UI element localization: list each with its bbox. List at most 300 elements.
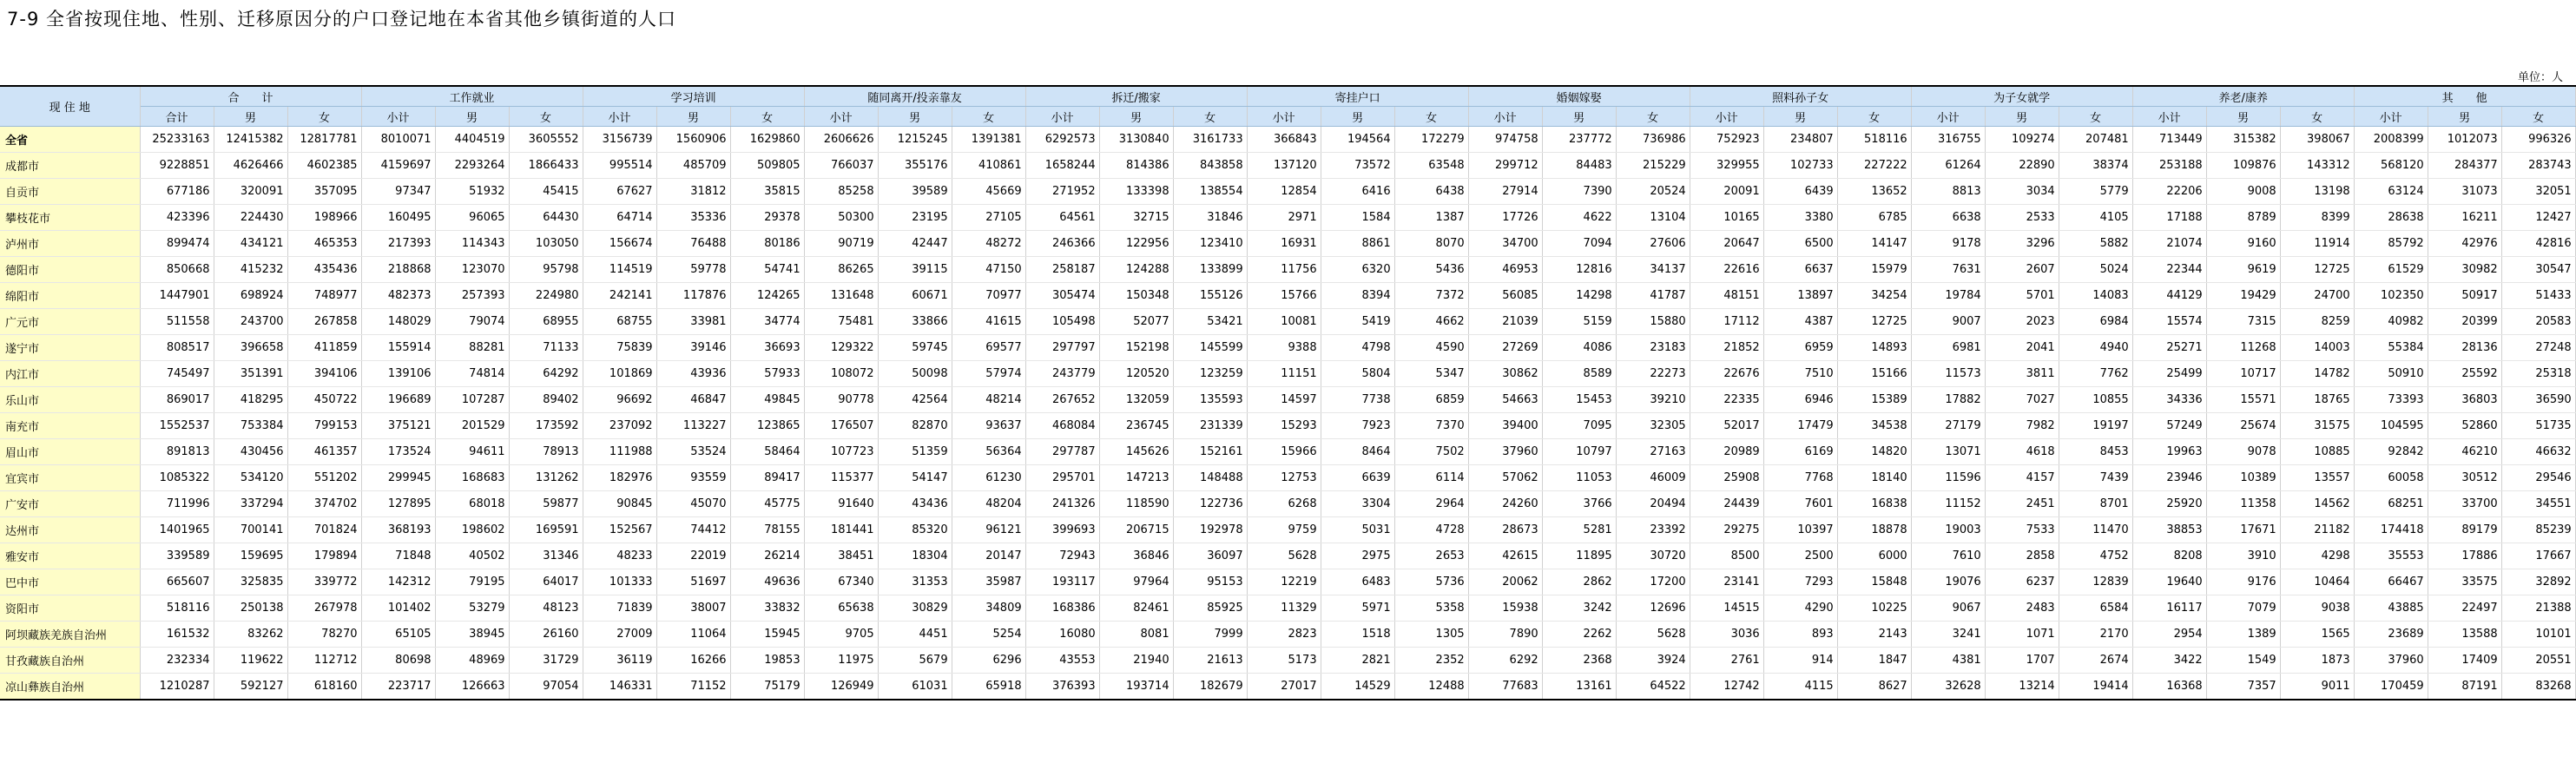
table-cell: 56364: [952, 439, 1025, 465]
table-cell: 2964: [1394, 491, 1468, 517]
table-cell: 320091: [214, 179, 287, 205]
header-group: 照料孙子女: [1690, 86, 1911, 107]
table-cell: 39210: [1616, 387, 1690, 413]
table-cell: 96692: [583, 387, 656, 413]
table-cell: 182679: [1173, 674, 1247, 701]
table-cell: 97964: [1099, 569, 1173, 595]
table-cell: 25908: [1690, 465, 1763, 491]
table-cell: 8627: [1837, 674, 1911, 701]
table-cell: 35987: [952, 569, 1025, 595]
table-cell: 3605552: [509, 127, 583, 153]
table-cell: 253188: [2132, 153, 2206, 179]
row-location: 攀枝花市: [0, 205, 140, 231]
header-group: 随同离开/投亲靠友: [804, 86, 1025, 107]
table-cell: 23689: [2354, 622, 2428, 648]
row-location: 凉山彝族自治州: [0, 674, 140, 701]
table-cell: 4798: [1321, 335, 1394, 361]
table-cell: 40502: [435, 543, 509, 569]
table-cell: 192978: [1173, 517, 1247, 543]
table-cell: 12816: [1542, 257, 1616, 283]
table-cell: 1560906: [656, 127, 730, 153]
table-cell: 511558: [140, 309, 214, 335]
header-group: 婚姻嫁娶: [1468, 86, 1690, 107]
table-cell: 1012073: [2428, 127, 2501, 153]
table-cell: 38945: [435, 622, 509, 648]
table-cell: 9705: [804, 622, 878, 648]
table-cell: 534120: [214, 465, 287, 491]
table-cell: 283743: [2501, 153, 2575, 179]
table-cell: 5281: [1542, 517, 1616, 543]
table-cell: 337294: [214, 491, 287, 517]
row-location: 眉山市: [0, 439, 140, 465]
table-cell: 75481: [804, 309, 878, 335]
table-cell: 20494: [1616, 491, 1690, 517]
table-cell: 43553: [1025, 648, 1099, 674]
table-cell: 102733: [1763, 153, 1837, 179]
table-cell: 21388: [2501, 595, 2575, 622]
table-cell: 4159697: [361, 153, 435, 179]
table-cell: 198966: [287, 205, 361, 231]
table-row: [0, 465, 2575, 491]
table-cell: 115377: [804, 465, 878, 491]
table-cell: 17671: [2206, 517, 2280, 543]
row-location: 南充市: [0, 413, 140, 439]
row-location: 德阳市: [0, 257, 140, 283]
table-cell: 5358: [1394, 595, 1468, 622]
table-cell: 96065: [435, 205, 509, 231]
table-cell: 24439: [1690, 491, 1763, 517]
table-cell: 869017: [140, 387, 214, 413]
table-cell: 9078: [2206, 439, 2280, 465]
table-cell: 4404519: [435, 127, 509, 153]
table-cell: 2170: [2059, 622, 2132, 648]
table-cell: 6639: [1321, 465, 1394, 491]
table-cell: 9007: [1911, 309, 1985, 335]
table-cell: 7923: [1321, 413, 1394, 439]
table-cell: 101402: [361, 595, 435, 622]
table-row: [0, 569, 2575, 595]
table-cell: 152567: [583, 517, 656, 543]
table-cell: 2607: [1985, 257, 2059, 283]
table-cell: 2606626: [804, 127, 878, 153]
table-cell: 398067: [2280, 127, 2354, 153]
table-cell: 4752: [2059, 543, 2132, 569]
table-cell: 5024: [2059, 257, 2132, 283]
table-cell: 133398: [1099, 179, 1173, 205]
table-cell: 29275: [1690, 517, 1763, 543]
table-cell: 22273: [1616, 361, 1690, 387]
table-cell: 79195: [435, 569, 509, 595]
row-location: 广安市: [0, 491, 140, 517]
table-cell: 124288: [1099, 257, 1173, 283]
table-cell: 196689: [361, 387, 435, 413]
table-row: [0, 674, 2575, 701]
population-table: [0, 85, 2576, 701]
table-cell: 66467: [2354, 569, 2428, 595]
table-cell: 2823: [1247, 622, 1321, 648]
table-cell: 114519: [583, 257, 656, 283]
table-cell: 8701: [2059, 491, 2132, 517]
table-cell: 237092: [583, 413, 656, 439]
table-cell: 16838: [1837, 491, 1911, 517]
table-cell: 243700: [214, 309, 287, 335]
table-cell: 27009: [583, 622, 656, 648]
table-cell: 31729: [509, 648, 583, 674]
table-cell: 27606: [1616, 231, 1690, 257]
table-cell: 7094: [1542, 231, 1616, 257]
table-cell: 129322: [804, 335, 878, 361]
table-cell: 4451: [878, 622, 952, 648]
table-cell: 34254: [1837, 283, 1911, 309]
table-cell: 12427: [2501, 205, 2575, 231]
table-row: [0, 361, 2575, 387]
table-cell: 4086: [1542, 335, 1616, 361]
table-cell: 9388: [1247, 335, 1321, 361]
header-subcolumn: 男: [2206, 107, 2280, 127]
table-cell: 8394: [1321, 283, 1394, 309]
table-cell: 16117: [2132, 595, 2206, 622]
table-cell: 46847: [656, 387, 730, 413]
table-cell: 33832: [730, 595, 804, 622]
table-cell: 6981: [1911, 335, 1985, 361]
table-row: [0, 127, 2575, 153]
table-cell: 891813: [140, 439, 214, 465]
table-cell: 418295: [214, 387, 287, 413]
header-subcolumn: 女: [1173, 107, 1247, 127]
table-row: [0, 205, 2575, 231]
table-cell: 17726: [1468, 205, 1542, 231]
row-location: 全省: [0, 127, 140, 153]
table-cell: 6292573: [1025, 127, 1099, 153]
table-cell: 61264: [1911, 153, 1985, 179]
table-cell: 21182: [2280, 517, 2354, 543]
table-cell: 232334: [140, 648, 214, 674]
table-cell: 20062: [1468, 569, 1542, 595]
table-cell: 27269: [1468, 335, 1542, 361]
table-cell: 231339: [1173, 413, 1247, 439]
table-cell: 271952: [1025, 179, 1099, 205]
header-subcolumn: 小计: [1911, 107, 1985, 127]
table-cell: 11152: [1911, 491, 1985, 517]
table-cell: 23946: [2132, 465, 2206, 491]
table-cell: 80186: [730, 231, 804, 257]
table-cell: 78155: [730, 517, 804, 543]
table-cell: 85792: [2354, 231, 2428, 257]
table-cell: 6416: [1321, 179, 1394, 205]
table-cell: 64561: [1025, 205, 1099, 231]
table-cell: 20147: [952, 543, 1025, 569]
page-title: 7-9 全省按现住地、性别、迁移原因分的户口登记地在本省其他乡镇街道的人口: [7, 9, 676, 30]
header-subcolumn: 男: [656, 107, 730, 127]
table-cell: 284377: [2428, 153, 2501, 179]
table-cell: 12753: [1247, 465, 1321, 491]
table-cell: 90719: [804, 231, 878, 257]
table-cell: 14529: [1321, 674, 1394, 701]
table-cell: 15766: [1247, 283, 1321, 309]
table-cell: 80698: [361, 648, 435, 674]
table-cell: 65638: [804, 595, 878, 622]
table-cell: 8399: [2280, 205, 2354, 231]
table-cell: 14893: [1837, 335, 1911, 361]
table-cell: 64430: [509, 205, 583, 231]
table-cell: 123865: [730, 413, 804, 439]
table-cell: 51735: [2501, 413, 2575, 439]
table-cell: 75179: [730, 674, 804, 701]
table-cell: 78913: [509, 439, 583, 465]
table-cell: 59745: [878, 335, 952, 361]
table-cell: 156674: [583, 231, 656, 257]
table-cell: 34809: [952, 595, 1025, 622]
table-cell: 16080: [1025, 622, 1099, 648]
table-cell: 6483: [1321, 569, 1394, 595]
header-group: 学习培训: [583, 86, 804, 107]
table-cell: 752923: [1690, 127, 1763, 153]
header-group: 养老/康养: [2132, 86, 2354, 107]
row-location: 乐山市: [0, 387, 140, 413]
table-cell: 181441: [804, 517, 878, 543]
table-cell: 39400: [1468, 413, 1542, 439]
table-cell: 76488: [656, 231, 730, 257]
header-group: 为子女就学: [1911, 86, 2132, 107]
table-cell: 394106: [287, 361, 361, 387]
table-cell: 97054: [509, 674, 583, 701]
table-cell: 18765: [2280, 387, 2354, 413]
table-cell: 22206: [2132, 179, 2206, 205]
table-cell: 71133: [509, 335, 583, 361]
header-subcolumn: 男: [435, 107, 509, 127]
header-subcolumn: 小计: [361, 107, 435, 127]
table-cell: 61230: [952, 465, 1025, 491]
table-cell: 21940: [1099, 648, 1173, 674]
table-cell: 1071: [1985, 622, 2059, 648]
table-cell: 48151: [1690, 283, 1763, 309]
table-cell: 808517: [140, 335, 214, 361]
table-cell: 258187: [1025, 257, 1099, 283]
table-cell: 28136: [2428, 335, 2501, 361]
table-cell: 22019: [656, 543, 730, 569]
table-cell: 64017: [509, 569, 583, 595]
table-cell: 12742: [1690, 674, 1763, 701]
table-cell: 5436: [1394, 257, 1468, 283]
table-cell: 4105: [2059, 205, 2132, 231]
table-cell: 97347: [361, 179, 435, 205]
table-cell: 206715: [1099, 517, 1173, 543]
table-cell: 4157: [1985, 465, 2059, 491]
table-cell: 50098: [878, 361, 952, 387]
table-cell: 267858: [287, 309, 361, 335]
table-cell: 21852: [1690, 335, 1763, 361]
table-cell: 105498: [1025, 309, 1099, 335]
table-cell: 114343: [435, 231, 509, 257]
table-cell: 26160: [509, 622, 583, 648]
table-cell: 224430: [214, 205, 287, 231]
table-cell: 176507: [804, 413, 878, 439]
table-cell: 55384: [2354, 335, 2428, 361]
table-cell: 31346: [509, 543, 583, 569]
table-cell: 1389: [2206, 622, 2280, 648]
table-cell: 305474: [1025, 283, 1099, 309]
row-location: 达州市: [0, 517, 140, 543]
table-cell: 465353: [287, 231, 361, 257]
table-cell: 267652: [1025, 387, 1099, 413]
table-cell: 7370: [1394, 413, 1468, 439]
table-cell: 64714: [583, 205, 656, 231]
table-cell: 36119: [583, 648, 656, 674]
table-cell: 329955: [1690, 153, 1763, 179]
table-cell: 4618: [1985, 439, 2059, 465]
table-cell: 14083: [2059, 283, 2132, 309]
table-cell: 21039: [1468, 309, 1542, 335]
table-cell: 316755: [1911, 127, 1985, 153]
table-cell: 82461: [1099, 595, 1173, 622]
table-cell: 68251: [2354, 491, 2428, 517]
table-cell: 12839: [2059, 569, 2132, 595]
table-cell: 90778: [804, 387, 878, 413]
table-cell: 7372: [1394, 283, 1468, 309]
table-cell: 108072: [804, 361, 878, 387]
table-cell: 5736: [1394, 569, 1468, 595]
row-location: 甘孜藏族自治州: [0, 648, 140, 674]
table-cell: 64292: [509, 361, 583, 387]
table-cell: 1549: [2206, 648, 2280, 674]
table-cell: 13557: [2280, 465, 2354, 491]
table-cell: 22335: [1690, 387, 1763, 413]
table-cell: 107287: [435, 387, 509, 413]
table-cell: 3304: [1321, 491, 1394, 517]
table-cell: 7510: [1763, 361, 1837, 387]
table-cell: 17112: [1690, 309, 1763, 335]
table-cell: 27179: [1911, 413, 1985, 439]
table-cell: 194564: [1321, 127, 1394, 153]
table-cell: 51359: [878, 439, 952, 465]
table-cell: 2533: [1985, 205, 2059, 231]
table-cell: 83268: [2501, 674, 2575, 701]
table-body: [0, 127, 2575, 701]
table-cell: 17886: [2428, 543, 2501, 569]
table-cell: 13214: [1985, 674, 2059, 701]
table-cell: 51433: [2501, 283, 2575, 309]
table-cell: 241326: [1025, 491, 1099, 517]
table-cell: 30982: [2428, 257, 2501, 283]
table-cell: 9067: [1911, 595, 1985, 622]
table-cell: 843858: [1173, 153, 1247, 179]
header-subcolumn: 女: [2501, 107, 2575, 127]
table-cell: 45415: [509, 179, 583, 205]
table-cell: 25318: [2501, 361, 2575, 387]
table-cell: 11064: [656, 622, 730, 648]
table-cell: 701824: [287, 517, 361, 543]
table-cell: 48123: [509, 595, 583, 622]
table-cell: 69577: [952, 335, 1025, 361]
table-cell: 8464: [1321, 439, 1394, 465]
table-cell: 67627: [583, 179, 656, 205]
table-cell: 109274: [1985, 127, 2059, 153]
table-cell: 34700: [1468, 231, 1542, 257]
table-cell: 339772: [287, 569, 361, 595]
table-cell: 711996: [140, 491, 214, 517]
table-cell: 3034: [1985, 179, 2059, 205]
table-cell: 6859: [1394, 387, 1468, 413]
table-cell: 2293264: [435, 153, 509, 179]
table-cell: 147213: [1099, 465, 1173, 491]
table-cell: 34538: [1837, 413, 1911, 439]
table-cell: 6438: [1394, 179, 1468, 205]
table-cell: 5254: [952, 622, 1025, 648]
table-cell: 6114: [1394, 465, 1468, 491]
table-cell: 6959: [1763, 335, 1837, 361]
table-cell: 7982: [1985, 413, 2059, 439]
table-cell: 568120: [2354, 153, 2428, 179]
table-cell: 375121: [361, 413, 435, 439]
table-cell: 169591: [509, 517, 583, 543]
table-cell: 15389: [1837, 387, 1911, 413]
table-cell: 5173: [1247, 648, 1321, 674]
table-cell: 468084: [1025, 413, 1099, 439]
table-cell: 6237: [1985, 569, 2059, 595]
table-cell: 168683: [435, 465, 509, 491]
table-cell: 90845: [583, 491, 656, 517]
table-cell: 32715: [1099, 205, 1173, 231]
header-subcolumn: 男: [1763, 107, 1837, 127]
table-cell: 112712: [287, 648, 361, 674]
table-cell: 89402: [509, 387, 583, 413]
table-cell: 148029: [361, 309, 435, 335]
table-cell: 145626: [1099, 439, 1173, 465]
table-cell: 44129: [2132, 283, 2206, 309]
table-cell: 10225: [1837, 595, 1911, 622]
table-cell: 11329: [1247, 595, 1321, 622]
table-cell: 39146: [656, 335, 730, 361]
table-cell: 148488: [1173, 465, 1247, 491]
table-cell: 8789: [2206, 205, 2280, 231]
row-location: 宜宾市: [0, 465, 140, 491]
table-cell: 126663: [435, 674, 509, 701]
table-cell: 49636: [730, 569, 804, 595]
header-subcolumn: 男: [1542, 107, 1616, 127]
table-cell: 57974: [952, 361, 1025, 387]
table-cell: 12817781: [287, 127, 361, 153]
table-cell: 698924: [214, 283, 287, 309]
table-cell: 85320: [878, 517, 952, 543]
table-cell: 215229: [1616, 153, 1690, 179]
table-cell: 10464: [2280, 569, 2354, 595]
table-cell: 13897: [1763, 283, 1837, 309]
table-cell: 150348: [1099, 283, 1173, 309]
table-cell: 5347: [1394, 361, 1468, 387]
table-row: [0, 335, 2575, 361]
table-cell: 53524: [656, 439, 730, 465]
table-cell: 2500: [1763, 543, 1837, 569]
table-cell: 14820: [1837, 439, 1911, 465]
table-cell: 461357: [287, 439, 361, 465]
table-cell: 46210: [2428, 439, 2501, 465]
table-cell: 36846: [1099, 543, 1173, 569]
table-cell: 850668: [140, 257, 214, 283]
table-cell: 799153: [287, 413, 361, 439]
table-cell: 137120: [1247, 153, 1321, 179]
table-cell: 7357: [2206, 674, 2280, 701]
table-cell: 236745: [1099, 413, 1173, 439]
table-cell: 8259: [2280, 309, 2354, 335]
table-cell: 4626466: [214, 153, 287, 179]
table-cell: 54741: [730, 257, 804, 283]
table-cell: 30862: [1468, 361, 1542, 387]
table-cell: 33981: [656, 309, 730, 335]
table-cell: 23141: [1690, 569, 1763, 595]
table-cell: 133899: [1173, 257, 1247, 283]
table-cell: 4622: [1542, 205, 1616, 231]
table-cell: 160495: [361, 205, 435, 231]
